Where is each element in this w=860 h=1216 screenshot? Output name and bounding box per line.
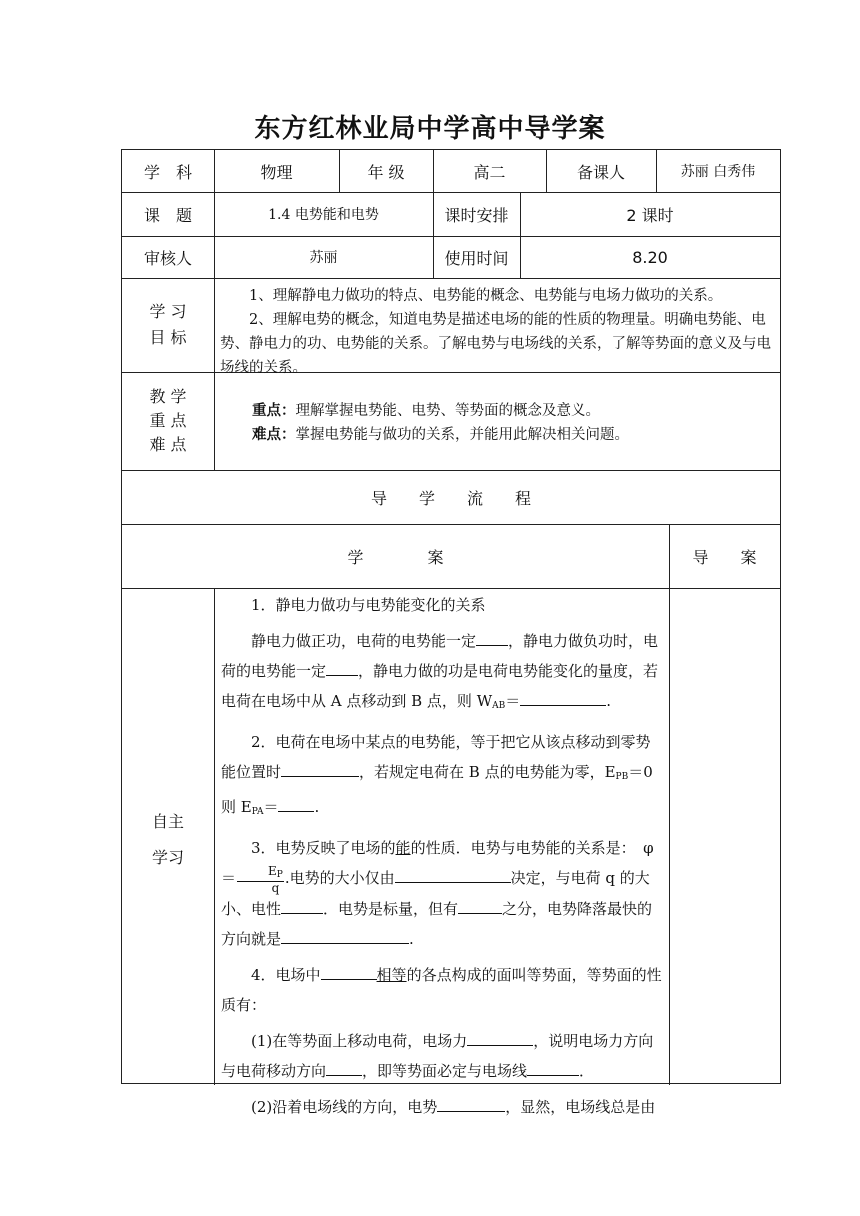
keypoints-label: 教 学 重 点 难 点 [149, 387, 187, 454]
hours-value: 2 课时 [626, 205, 674, 225]
blank[interactable] [437, 1097, 505, 1112]
usetime-value: 8.20 [632, 247, 668, 267]
goal-item: 2、理解电势的概念，知道电势是描述电场的能的性质的物理量。明确电势能、电势、静电力的功、电势能的关系。了解电势与电场线的关系，了解等势面的意义及与电场线的关系。 [220, 312, 771, 376]
usetime-label: 使用时间 [444, 248, 509, 268]
q4: 4．电场中 相等的各点构成的面叫等势面，等势面的性质有： [221, 965, 662, 1014]
q2: 2．电荷在电场中某点的电势能，等于把它从该点移动到零势能位置时 ，若规定电荷在 B 点的电势能为零，$E_{PB}=0$ 则 $E_{PA}=$ . [221, 733, 653, 817]
subject-label: 学 科 [143, 162, 192, 182]
grade-value: 高二 [473, 162, 506, 182]
blank[interactable] [326, 1061, 362, 1076]
reviewer-value: 苏丽 [309, 250, 338, 266]
key-point: 重点：理解掌握电势能、电势、等势面的概念及意义。 [252, 403, 600, 419]
study-header: 学 案 [347, 547, 444, 567]
goals-content [220, 284, 776, 380]
blank[interactable] [395, 868, 511, 883]
preparer-label: 备课人 [576, 162, 625, 182]
blank[interactable] [326, 661, 358, 676]
blank[interactable] [520, 691, 606, 706]
formula-fraction: $\frac{E_P}{q}$ [237, 865, 284, 894]
reviewer-label: 审核人 [143, 248, 192, 268]
q3: 3．电势反映了电场的能的性质．电势与电势能的关系是： φ＝ $\frac{E_P}{q}$ .电势的大小仅由 决定，与电荷 q 的大小、电性 ．电势是标量，但有 之分，电势降落最快的方向就是 . [221, 839, 654, 948]
q1-title: 1．静电力做功与电势能变化的关系 [251, 596, 486, 614]
self-study-label: 自主 学习 [151, 812, 184, 867]
self-study-content [221, 590, 665, 1128]
difficult-point: 难点：掌握电势能与做功的关系，并能用此解决相关问题。 [252, 427, 629, 443]
blank[interactable] [281, 899, 323, 914]
blank[interactable] [321, 965, 377, 980]
flow-title: 导 学 流 程 [370, 488, 531, 508]
subject-value: 物理 [260, 162, 293, 182]
topic-label: 课 题 [143, 205, 192, 225]
preparer-value: 苏丽 白秀伟 [680, 164, 756, 180]
blank[interactable] [281, 762, 359, 777]
blank[interactable] [281, 929, 409, 944]
q1: 静电力做正功，电荷的电势能一定 ，静电力做负功时，电荷的电势能一定 ，静电力做的功是电荷电势能变化的量度，若电荷在电场中从 A 点移动到 B 点，则 $W_{AB}=$ . [221, 632, 659, 711]
guide-header: 导 案 [692, 547, 757, 567]
keypoints-content [252, 399, 772, 447]
blank[interactable] [278, 797, 314, 812]
blank[interactable] [527, 1061, 579, 1076]
topic-value: 1.4 电势能和电势 [268, 207, 379, 223]
q4-2: (2)沿着电场线的方向，电势 ，显然，电场线总是由 [251, 1097, 656, 1116]
grade-label: 年 级 [367, 162, 405, 182]
goals-label: 学 习 目 标 [149, 302, 187, 347]
lesson-plan-table [121, 149, 781, 1116]
hours-label: 课时安排 [444, 205, 509, 225]
goal-item: 1、理解静电力做功的特点、电势能的概念、电势能与电场力做功的关系。 [249, 288, 723, 304]
page-title: 东方红林业局中学高中导学案 [254, 114, 606, 144]
blank[interactable] [467, 1031, 533, 1046]
blank[interactable] [458, 899, 502, 914]
q4-1: (1)在等势面上移动电荷，电场力 ，说明电场力方向与电荷移动方向 ，即等势面必定与电场线 ． [221, 1031, 654, 1080]
blank[interactable] [476, 631, 508, 646]
